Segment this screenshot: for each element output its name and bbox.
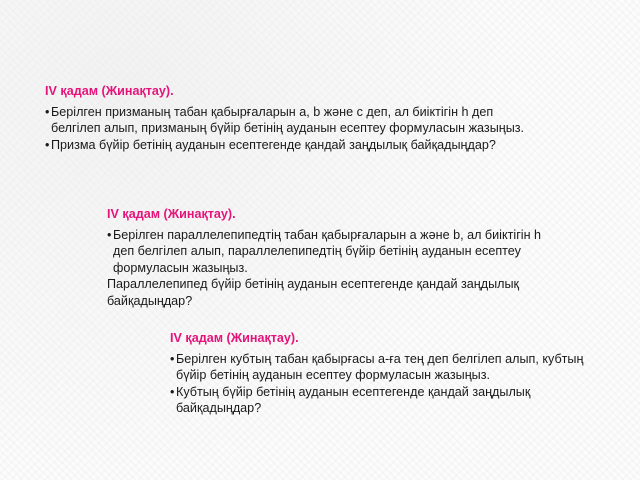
list-item [170,351,610,384]
bullet-dot-icon: • [170,351,175,366]
step-list [107,227,552,277]
step-list [45,104,525,154]
bullet-dot-icon: • [107,227,112,242]
bullet-dot-icon: • [45,104,50,119]
bullet-dot-icon: • [170,384,175,399]
list-item-text: Берілген кубтың табан қабырғасы a-ға тең деп белгілеп алып, кубтың бүйір бетінің ауданын есептеу формуласын жазыңыз. [176,351,584,382]
list-item [45,104,525,137]
list-item [45,137,525,154]
list-item-text: Берілген параллелепипедтің табан қабырғаларын a және b, ал биіктігін h деп белгілеп алып, параллелепипедтің бүйір бетінің ауданын есептеу формуласын жазыңыз. [113,227,542,275]
list-item-text: Берілген призманың табан қабырғаларын a, b және c деп, ал биіктігін h деп белгілеп алып, призманың бүйір бетінің ауданын есептеу формуласын жазыңыз. [51,104,525,135]
step-block-cube [170,330,610,417]
list-item-text: Кубтың бүйір бетінің ауданын есептегенде қандай заңдылық байқадыңдар? [176,384,531,415]
step-paragraph: Параллелепипед бүйір бетінің ауданын есептегенде қандай заңдылық байқадыңдар? [107,277,520,308]
step-heading: IV қадам (Жинақтау). [170,331,299,345]
step-list [170,351,610,417]
step-heading: IV қадам (Жинақтау). [45,84,174,98]
list-item-text: Призма бүйір бетінің ауданын есептегенде қандай заңдылық байқадыңдар? [51,137,496,152]
list-item [170,384,610,417]
step-block-prism [45,83,525,153]
bullet-dot-icon: • [45,137,50,152]
list-item [107,227,552,277]
step-block-parallelepiped [107,206,552,309]
step-heading: IV қадам (Жинақтау). [107,207,236,221]
